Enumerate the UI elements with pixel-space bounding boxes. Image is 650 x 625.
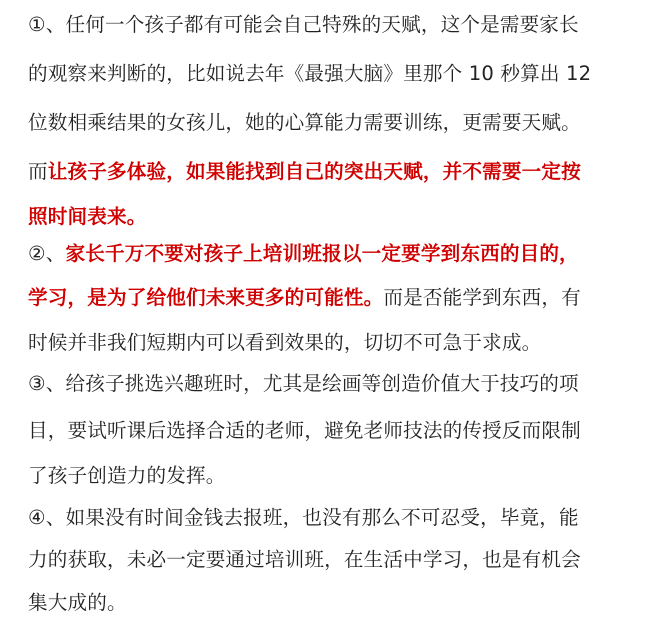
text-run: 目，要试听课后选择合适的老师，避免老师技法的传授反而限制 [28, 419, 581, 442]
highlight-text: 让孩子多体验，如果能找到自己的突出天赋，并不需要一定按 [47, 160, 581, 183]
highlight-text: 学习，是为了给他们未来更多的可能性。 [28, 286, 384, 309]
paragraph-1-line-4 [28, 159, 581, 185]
text-run: 而是否能学到东西，有 [383, 286, 581, 309]
text-run: ④、如果没有时间金钱去报班，也没有那么不可忍受，毕竟，能 [28, 506, 579, 529]
paragraph-4-line-3 [28, 590, 127, 616]
paragraph-1-line-3 [28, 110, 581, 136]
paragraph-2-line-1 [28, 241, 579, 267]
paragraph-1-line-2 [28, 61, 591, 87]
text-run: 的观察来判断的，比如说去年《最强大脑》里那个 10 秒算出 12 [28, 62, 592, 85]
highlight-text: 照时间表来。 [28, 205, 147, 228]
paragraph-1-line-1 [28, 12, 579, 38]
text-run: 位数相乘结果的女孩儿，她的心算能力需要训练，更需要天赋。 [28, 111, 581, 134]
text-run: 力的获取，未必一定要通过培训班，在生活中学习，也是有机会 [28, 548, 581, 571]
text-run: ②、 [28, 242, 66, 265]
text-run: 集大成的。 [28, 591, 127, 614]
paragraph-4-line-2 [28, 547, 581, 573]
text-run: 了孩子创造力的发挥。 [28, 464, 226, 487]
text-run: ①、任何一个孩子都有可能会自己特殊的天赋，这个是需要家长 [28, 13, 579, 36]
text-run: 而 [28, 160, 48, 183]
paragraph-2-line-2 [28, 285, 581, 311]
paragraph-3-line-3 [28, 463, 225, 489]
paragraph-4-line-1 [28, 505, 579, 531]
highlight-text: 家长千万不要对孩子上培训班报以一定要学到东西的目的， [65, 242, 579, 265]
paragraph-2-line-3 [28, 330, 541, 356]
paragraph-3-line-1 [28, 371, 579, 397]
text-run: 时候并非我们短期内可以看到效果的，切切不可急于求成。 [28, 331, 542, 354]
paragraph-1-line-5 [28, 204, 146, 230]
paragraph-3-line-2 [28, 418, 581, 444]
text-run: ③、给孩子挑选兴趣班时，尤其是绘画等创造价值大于技巧的项 [28, 372, 579, 395]
